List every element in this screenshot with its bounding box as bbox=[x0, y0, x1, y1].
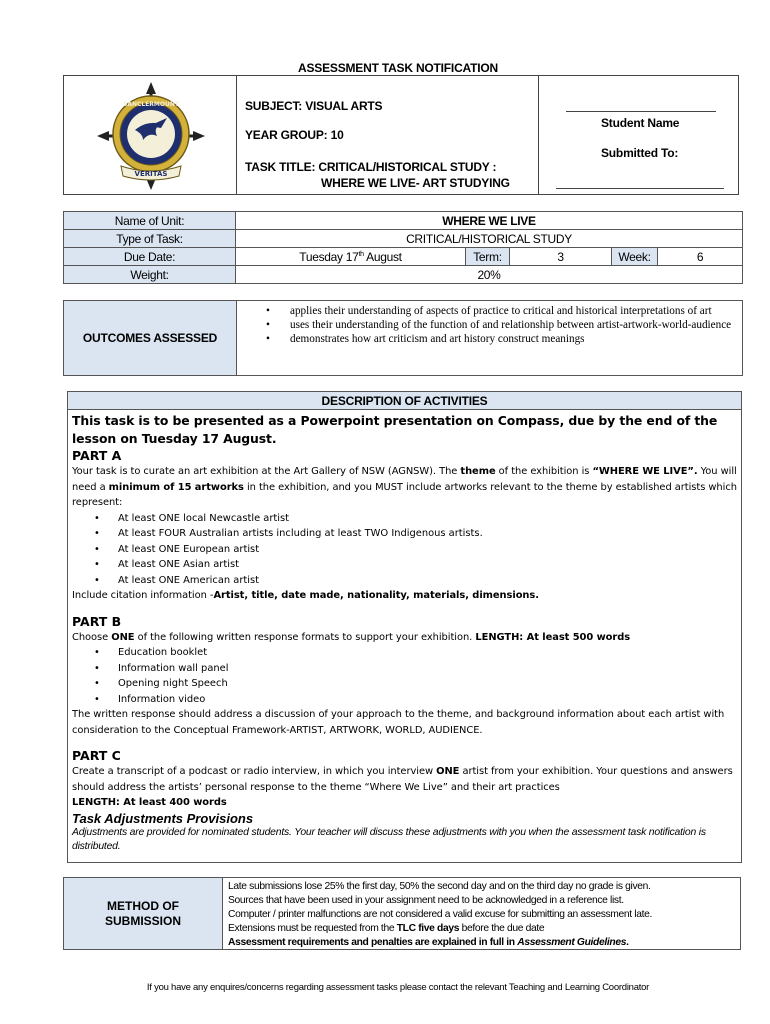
intro-text: This task is to be presented as a Powerpoint presentation on Compass, due by the end of the lesson on Tuesday 17 August. bbox=[72, 413, 718, 446]
description-body bbox=[68, 410, 741, 854]
description-section bbox=[67, 391, 742, 863]
unit-label: Name of Unit: bbox=[64, 212, 236, 230]
weight-label: Weight: bbox=[64, 266, 236, 284]
part-c-text bbox=[72, 764, 737, 795]
list-item: • At least FOUR Australian artists including at least TWO Indigenous artists. bbox=[94, 526, 737, 542]
adjustments-heading: Task Adjustments Provisions bbox=[72, 810, 254, 826]
list-item: • Information wall panel bbox=[94, 661, 737, 677]
text-span: theme bbox=[460, 466, 496, 477]
type-label: Type of Task: bbox=[64, 230, 236, 248]
outcomes-section bbox=[63, 300, 743, 376]
term-value: 3 bbox=[510, 248, 612, 266]
table-row bbox=[64, 212, 743, 230]
text-span: “WHERE WE LIVE”. bbox=[592, 466, 698, 477]
adjustments-text: Adjustments are provided for nominated students. Your teacher will discuss these adjustments with you when the assessment task notification is distributed. bbox=[72, 826, 706, 852]
submission-section bbox=[63, 877, 741, 950]
text-span: ONE bbox=[111, 631, 135, 643]
part-a-list bbox=[72, 511, 737, 589]
text-span: You will need a bbox=[72, 466, 737, 493]
year-group-line: YEAR GROUP: 10 bbox=[245, 128, 344, 142]
weight-value: 20% bbox=[236, 266, 743, 284]
due-month: August bbox=[363, 249, 402, 264]
text-span: Include citation information - bbox=[72, 590, 214, 601]
list-item: • At least ONE European artist bbox=[94, 542, 737, 558]
outcomes-label: OUTCOMES ASSESSED bbox=[64, 301, 237, 375]
due-day-suffix: th bbox=[358, 250, 364, 258]
list-item: • Education booklet bbox=[94, 645, 737, 661]
task-header bbox=[63, 75, 739, 195]
text-span: Create a transcript of a podcast or radio interview, in which you interview bbox=[72, 766, 437, 777]
citation-text bbox=[72, 588, 737, 604]
student-name-label: Student Name bbox=[601, 116, 680, 130]
student-name-field[interactable] bbox=[566, 111, 716, 112]
text-span: . bbox=[626, 937, 629, 948]
task-title-line-2: WHERE WE LIVE- ART STUDYING bbox=[321, 176, 510, 190]
text-span: Extensions must be requested from the bbox=[228, 923, 397, 934]
part-c-heading: PART C bbox=[72, 748, 121, 763]
part-b-list bbox=[72, 645, 737, 707]
school-crest-icon bbox=[91, 80, 211, 192]
list-item: • Opening night Speech bbox=[94, 676, 737, 692]
crest-banner-text: SANCLERMOUNT bbox=[123, 101, 179, 108]
part-b-response-text: The written response should address a discussion of your approach to the theme, and background information about each artist with consideration to the Conceptual Framework-ARTIST, ARTWORK, WORLD, AUDIENCE. bbox=[72, 709, 725, 736]
logo-cell bbox=[64, 76, 237, 194]
text-span: artist from your exhibition. Your questions and answers should address the artists’ personal response to the theme “Where We Live” and their art practices bbox=[72, 766, 733, 793]
text-span: Artist, title, date made, nationality, materials, dimensions. bbox=[213, 590, 539, 601]
list-item: • demonstrates how art criticism and art history construct meanings bbox=[266, 332, 736, 346]
list-item: • uses their understanding of the function of and relationship between artist-artwork-world-audience bbox=[266, 318, 736, 332]
footer-note: If you have any enquires/concerns regarding assessment tasks please contact the relevant Teaching and Learning Coordinator bbox=[146, 982, 650, 993]
due-label: Due Date: bbox=[64, 248, 236, 266]
submitted-to-field[interactable] bbox=[556, 188, 724, 189]
text-span: Assessment requirements and penalties are explained in full in bbox=[228, 937, 518, 948]
subject-line: SUBJECT: VISUAL ARTS bbox=[245, 99, 383, 113]
outcomes-list bbox=[266, 304, 736, 346]
part-c-length: LENGTH: At least 400 words bbox=[72, 797, 227, 808]
list-item: • applies their understanding of aspects of practice to critical and historical interpretations of art bbox=[266, 304, 736, 318]
text-span: in the exhibition, and you MUST include artworks relevant to the theme by established artists which represent: bbox=[72, 481, 737, 508]
submission-line: Sources that have been used in your assignment need to be acknowledged in a reference list. bbox=[228, 895, 624, 906]
text-span: TLC five days bbox=[396, 923, 460, 934]
submission-text bbox=[228, 880, 738, 950]
part-a-heading: PART A bbox=[72, 448, 122, 463]
task-info-cell bbox=[237, 76, 539, 194]
description-heading: DESCRIPTION OF ACTIVITIES bbox=[68, 392, 741, 410]
task-title-line: TASK TITLE: CRITICAL/HISTORICAL STUDY : bbox=[245, 160, 497, 174]
text-span: LENGTH: At least 500 words bbox=[475, 631, 631, 643]
table-row bbox=[64, 230, 743, 248]
text-span: of the following written response formats to support your exhibition. bbox=[134, 631, 476, 643]
type-value: CRITICAL/HISTORICAL STUDY bbox=[236, 230, 743, 248]
student-cell bbox=[539, 76, 738, 194]
part-a-text bbox=[72, 464, 737, 511]
due-day: Tuesday 17 bbox=[299, 249, 359, 264]
crest-scroll-text: VERITAS bbox=[134, 170, 168, 178]
text-span: ONE bbox=[436, 766, 460, 777]
unit-value: WHERE WE LIVE bbox=[236, 212, 743, 230]
text-span: Assessment Guidelines bbox=[517, 937, 627, 948]
page-title: ASSESSMENT TASK NOTIFICATION bbox=[298, 61, 498, 75]
submitted-to-label: Submitted To: bbox=[601, 146, 679, 160]
list-item: • Information video bbox=[94, 692, 737, 708]
submission-line: Late submissions lose 25% the first day, 50% the second day and on the third day no grade is given. bbox=[228, 881, 651, 892]
list-item: • At least ONE Asian artist bbox=[94, 557, 737, 573]
list-item: • At least ONE American artist bbox=[94, 573, 737, 589]
table-row bbox=[64, 248, 743, 266]
term-label: Term: bbox=[466, 248, 510, 266]
part-b-text bbox=[72, 630, 737, 646]
text-span: of the exhibition is bbox=[495, 466, 593, 477]
week-label: Week: bbox=[612, 248, 658, 266]
text-span: Choose bbox=[72, 631, 112, 643]
list-item: • At least ONE local Newcastle artist bbox=[94, 511, 737, 527]
week-value: 6 bbox=[658, 248, 743, 266]
submission-line bbox=[228, 936, 738, 950]
part-b-heading: PART B bbox=[72, 613, 122, 629]
submission-label: METHOD OF SUBMISSION bbox=[64, 878, 223, 949]
text-span: before the due date bbox=[459, 923, 545, 934]
submission-line: Computer / printer malfunctions are not considered a valid excuse for submitting an assessment late. bbox=[228, 909, 653, 920]
task-details-table bbox=[63, 211, 743, 284]
table-row bbox=[64, 266, 743, 284]
submission-line bbox=[228, 922, 738, 936]
due-value bbox=[236, 248, 466, 266]
text-span: Your task is to curate an art exhibition at the Art Gallery of NSW (AGNSW). The bbox=[72, 466, 461, 477]
text-span: minimum of 15 artworks bbox=[108, 481, 244, 493]
